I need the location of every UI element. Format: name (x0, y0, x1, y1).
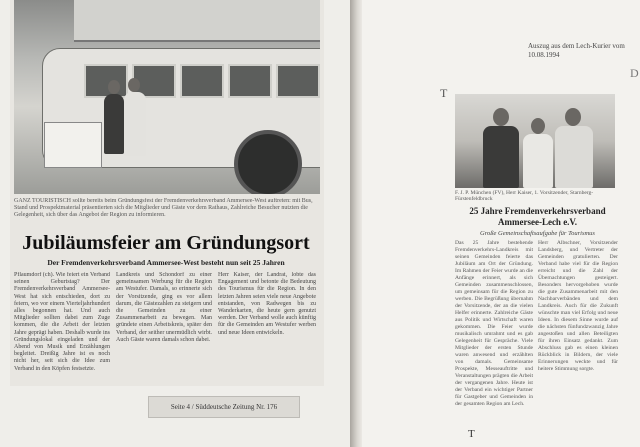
article-column-1: Pflaumdorf (ch). Wie feiert ein Verband seinen Geburtstag? Der Fremdenverkehrsverband Ammersee-West hat sich entschieden, dort zu feiern, wo vor einem Vierteljahrhundert alles begonnen hat. Und auch Mitglieder sollten dabei zum Zuge kommen, die die Arbeit der letzten Jahre geprägt haben. Deshalb wurde ins Gründungslokal eingeladen und der Abend von Musik und Erzählungen begleitet. Dreißig Jahre ist es noch nicht her, seit sich die Idee zum Verband in den Köpfen festsetzte. (14, 272, 110, 372)
photo-caption: GANZ TOURISTISCH sollte bereits beim Gründungsfest der Fremdenverkehrsverband Ammersee-West auftreten: mit Bus, Stand und Prospektmaterial präsentierten sich die Mitglieder und Gäste vor dem Rathaus, Zahlreiche Besucher nutzten die Gelegenheit, sich über das Angebot der Region zu informieren. (14, 198, 313, 218)
person (483, 126, 519, 188)
article-column-2: Landkreis und Schondorf zu einer gemeinsamen Werbung für die Region am Westufer. Damals, so erinnerte sich der Vorsitzende, ging es vor allem darum, die Gästezahlen zu steigern und die Gemeinden zu einer Zusammenarbeit zu bewegen. Man gründete einen Arbeitskreis, später den Verband, der seither unermüdlich wirbt. Auch Gäste waren damals schon dabei. (116, 272, 212, 343)
bus-wheel (234, 130, 302, 194)
person-head (128, 78, 140, 92)
article-column-3: Herr Kaiser, der Landrat, lobte das Engagement und betonte die Bedeutung des Tourismus für die Region. In den letzten Jahren seien viele neue Angebote entstanden, von Radwegen bis zu Wanderkarten, die heute gern genutzt werden. Der Verband wolle auch künftig für die Gemeinden am Westufer werben und neue Ideen entwickeln. (218, 272, 316, 336)
pencil-mark: D (630, 66, 639, 80)
article-column-1: Das 25 Jahre bestehende Fremdenverkehrs-Landkreis mit seinen Gemeinden feierte das Jubiläum am Ort der Gründung. Im Rahmen der Feier wurde an die Anfänge erinnert, als sich Gemeinden zusammenschlossen, um gemeinsam für die Region zu werben. Die Begrüßung übernahm der Vorsitzende, der an die vielen Helfer erinnerte. Zahlreiche Gäste aus Politik und Wirtschaft waren gekommen. Die Feier wurde musikalisch umrahmt und es gab Gelegenheit für Gespräche. Viele Mitglieder der ersten Stunde waren anwesend und erzählten von damals. Gemeinsame Prospekte, Messeauftritte und Veranstaltungen prägten die Arbeit der vergangenen Jahre. Heute ist der Verband ein wichtiger Partner für Gastgeber und Gemeinden in der gesamten Region am Lech. (455, 240, 533, 407)
photo-caption: F. J. P. München (FV), Herr Kaiser, 1. Vorsitzender, Starnberg-Fürstenfeldbruck (455, 190, 594, 202)
bus-upper-deck (74, 0, 320, 42)
article-subheadline: Der Fremdenverkehrsverband Ammersee-West besteht nun seit 25 Jahren (47, 258, 285, 267)
handwritten-tick: T (468, 428, 475, 440)
page-source-label: Seite 4 / Süddeutsche Zeitung Nr. 176 (148, 396, 300, 418)
article-subheadline: Große Gemeinschaftsaufgabe für Tourismus (480, 230, 595, 237)
info-stand (44, 122, 102, 168)
person-head (565, 108, 581, 126)
source-note: Auszug aus dem Lech-Kurier vom 10.08.1994 (528, 42, 625, 59)
article-column-2: Herr Albschner, Vorsitzender Landsberg, und Vertreter der Gemeinden gratulierten. Der Verband habe viel für die Region erreicht und die Zahl der Übernachtungen gesteigert. Besonders hervorgehoben wurde die gute Zusammenarbeit mit den Nachbarverbänden und dem Landkreis. Auch für die Zukunft wünschte man viel Erfolg und neue Ideen. In diesem Sinne wurde auf die nächsten fünfundzwanzig Jahre angestoßen und allen Beteiligten für ihren Einsatz gedankt. Zum Abschluss gab es einen kleinen Rückblick in Bildern, der viele Erinnerungen weckte und für heitere Stimmung sorgte. (538, 240, 618, 372)
person-head (531, 118, 545, 134)
group-photo (455, 94, 615, 188)
bus-window (180, 64, 224, 98)
person (124, 92, 146, 156)
article-headline: Jubiläumsfeier am Gründungsort (22, 232, 310, 254)
person-head (493, 108, 509, 126)
person-head (108, 80, 120, 94)
person (104, 94, 124, 154)
bus-window (84, 64, 128, 98)
bus-photo (14, 0, 320, 194)
bus-window (228, 64, 272, 98)
person (555, 126, 593, 188)
handwritten-tick: T (440, 86, 448, 100)
album-gutter (350, 0, 362, 447)
bus-window (276, 64, 320, 98)
article-headline: 25 Jahre Fremdenverkehrsverband Ammersee-Lech e.V. (469, 206, 606, 227)
person (523, 134, 553, 188)
